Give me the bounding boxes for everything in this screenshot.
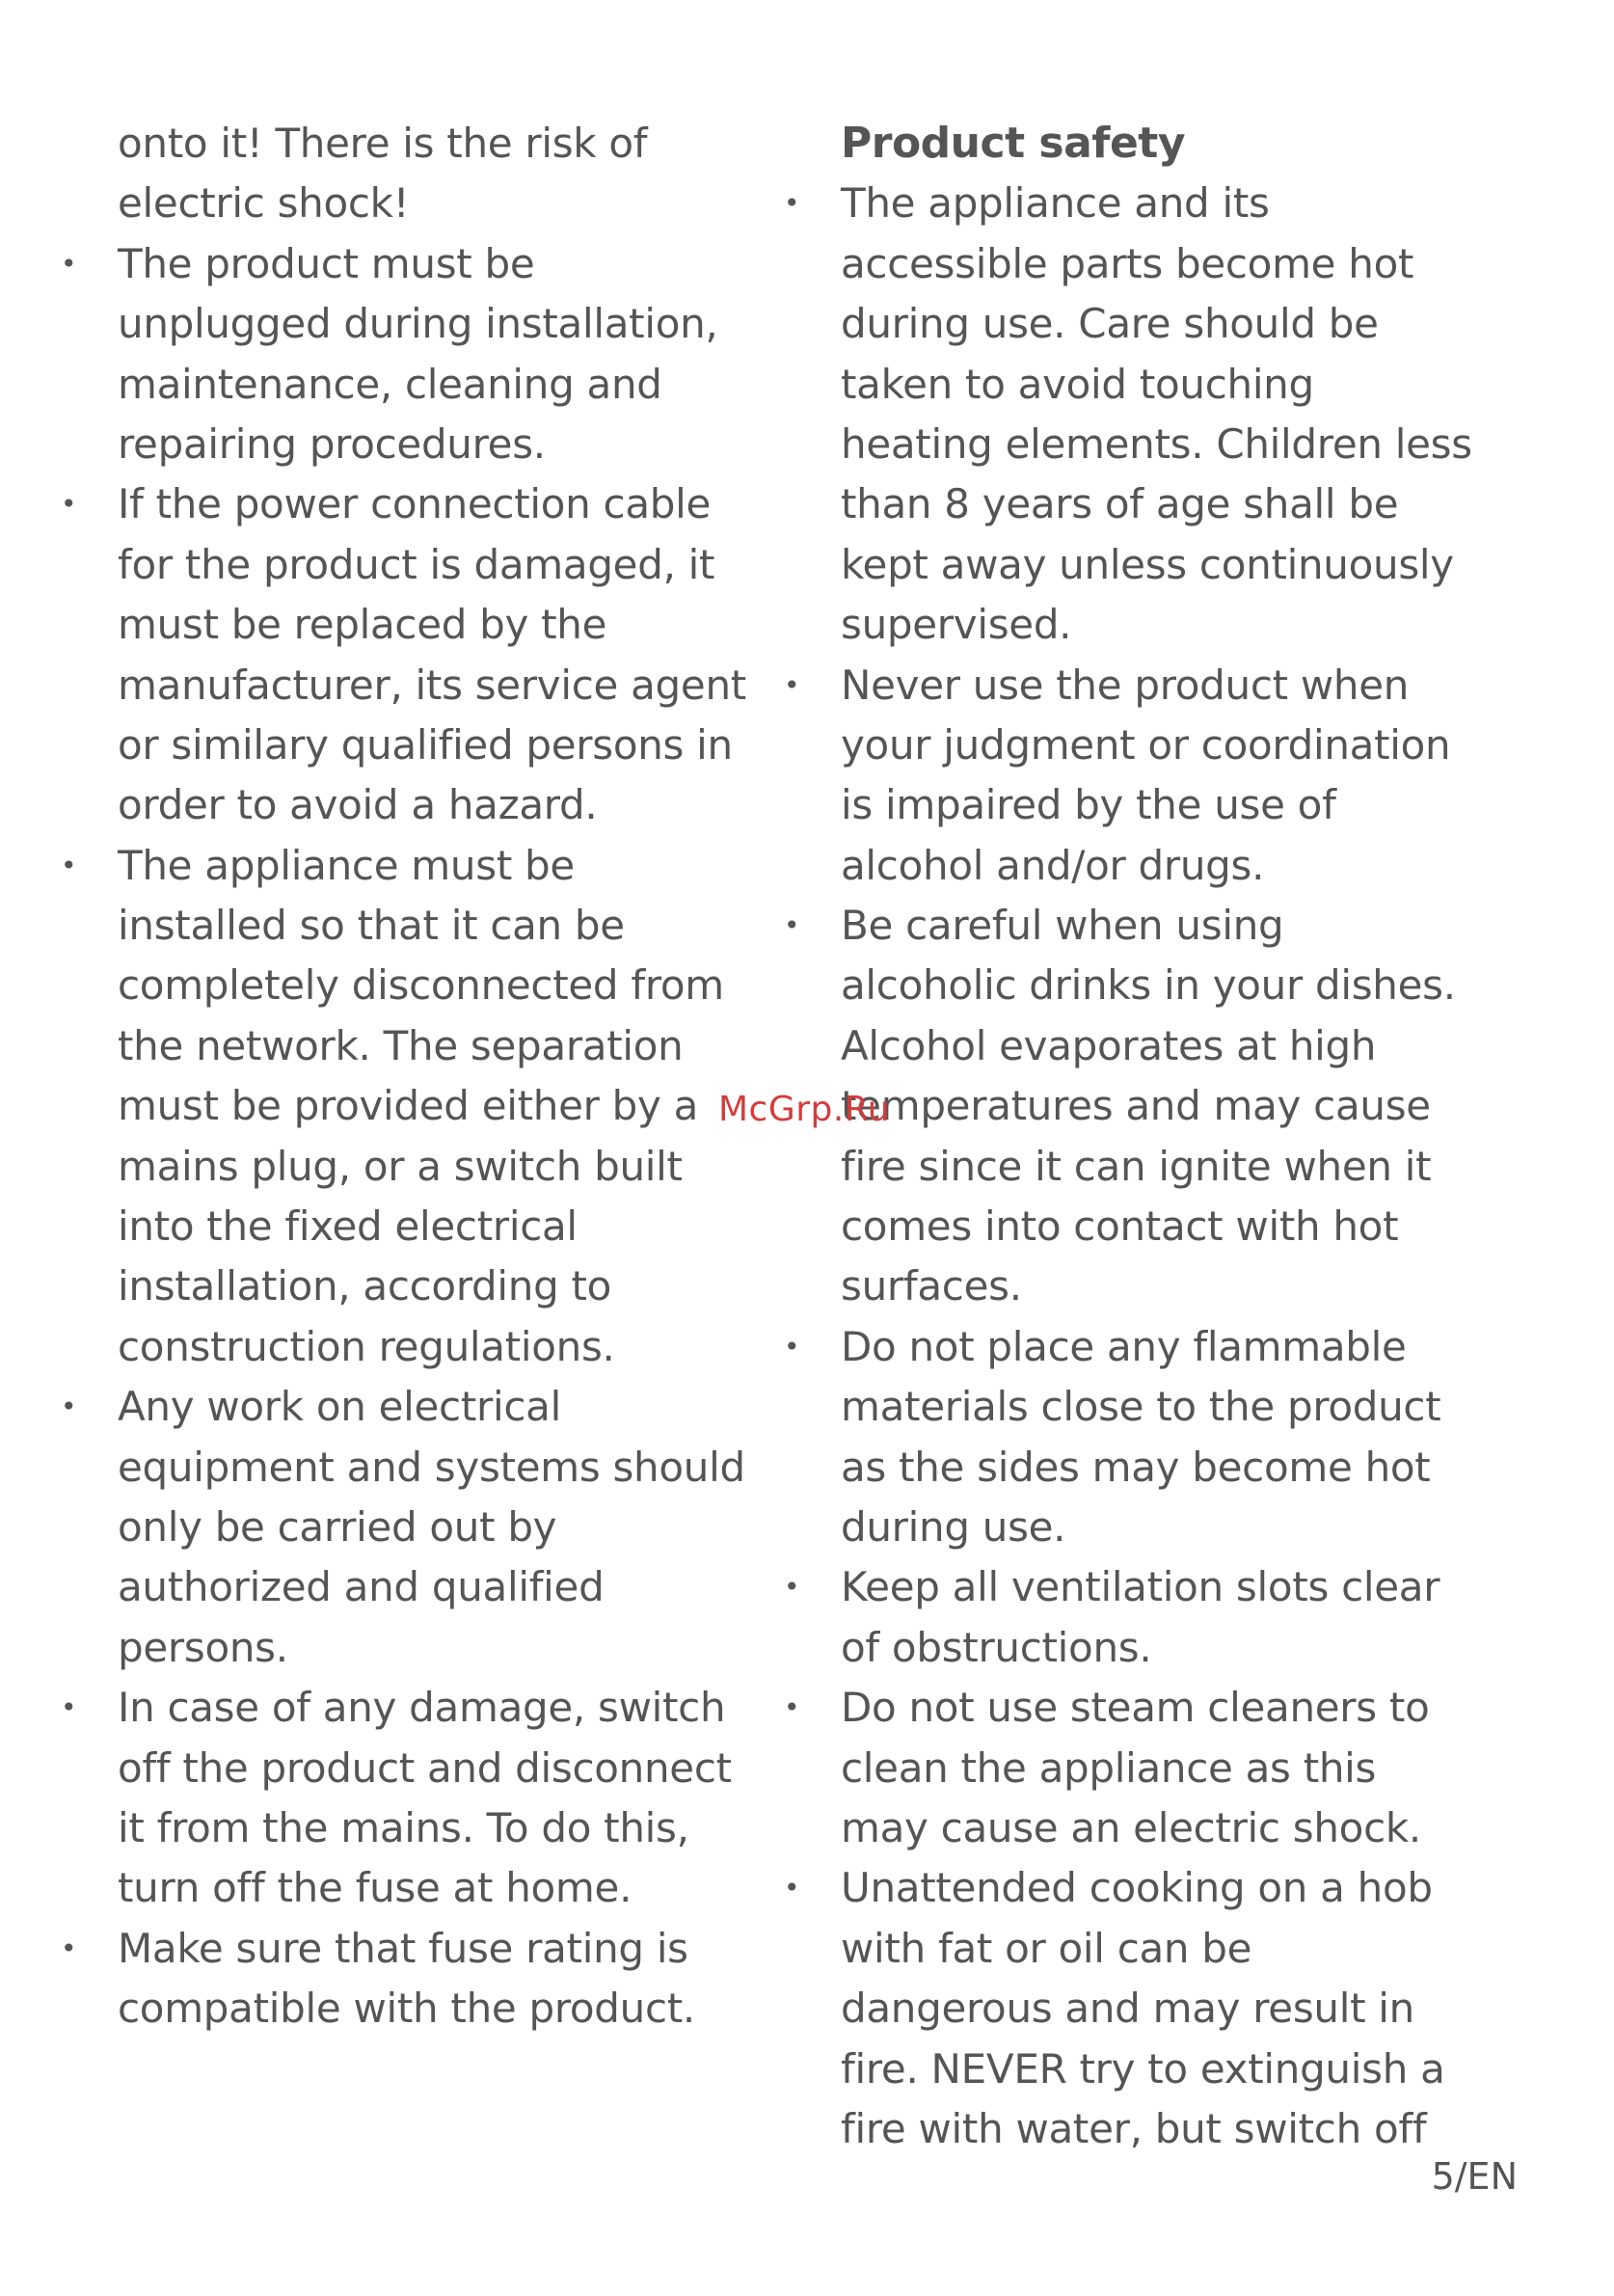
text-line xyxy=(780,1678,1474,1738)
page-number: 5/EN xyxy=(1431,2155,1518,2198)
bullet-item xyxy=(57,1377,745,1678)
line-text: Never use the product when xyxy=(841,661,1410,709)
right-column xyxy=(780,119,1474,2159)
text-line xyxy=(57,415,732,474)
text-line xyxy=(780,956,1474,1015)
bullet-item xyxy=(57,836,732,1378)
text-line xyxy=(57,836,732,896)
bullet-item xyxy=(780,1557,1474,1678)
line-text: installed so that it can be xyxy=(118,902,625,950)
text-line xyxy=(57,1256,732,1316)
bullet-icon: • xyxy=(784,1330,800,1363)
line-text: than 8 years of age shall be xyxy=(841,480,1399,528)
line-text: turn off the fuse at home. xyxy=(118,1864,632,1912)
text-line xyxy=(57,1919,732,1979)
text-line xyxy=(57,1016,732,1076)
line-text: If the power connection cable xyxy=(118,480,712,528)
line-text: dangerous and may result in xyxy=(841,1985,1414,2033)
line-text: fire since it can ignite when it xyxy=(841,1142,1432,1190)
text-line xyxy=(57,956,732,1015)
bullet-icon: • xyxy=(61,488,77,521)
text-line xyxy=(57,1798,732,1858)
watermark: McGrp.Ru xyxy=(718,1090,891,1129)
line-text: your judgment or coordination xyxy=(841,720,1451,769)
line-text: mains plug, or a switch built xyxy=(118,1142,683,1190)
bullet-item xyxy=(57,1678,732,1919)
bullet-item xyxy=(57,1919,732,2039)
text-line xyxy=(57,1137,732,1197)
text-line xyxy=(780,896,1474,956)
line-text: Any work on electrical xyxy=(118,1383,561,1431)
text-line xyxy=(57,535,732,595)
text-line xyxy=(780,2099,1474,2159)
text-line xyxy=(57,294,732,354)
text-line xyxy=(57,1438,745,1498)
line-text: alcoholic drinks in your dishes. xyxy=(841,961,1456,1010)
line-text: must be provided either by a xyxy=(118,1082,699,1130)
text-line xyxy=(57,1076,732,1136)
line-text: electric shock! xyxy=(118,179,410,228)
text-line xyxy=(57,716,732,775)
line-text: Unattended cooking on a hob xyxy=(841,1864,1433,1912)
line-text: with fat or oil can be xyxy=(841,1924,1252,1972)
text-line xyxy=(57,1678,732,1738)
text-line xyxy=(780,1438,1474,1498)
text-line xyxy=(57,1197,732,1256)
bullet-icon: • xyxy=(784,668,800,701)
text-line xyxy=(780,656,1474,716)
text-line xyxy=(57,656,746,716)
line-text: The product must be xyxy=(118,239,535,287)
line-text: order to avoid a hazard. xyxy=(118,781,598,829)
text-line xyxy=(57,1618,732,1678)
text-line xyxy=(57,234,732,294)
line-text: it from the mains. To do this, xyxy=(118,1803,689,1851)
line-text: Make sure that fuse rating is xyxy=(118,1924,688,1972)
line-text: surfaces. xyxy=(841,1262,1022,1310)
text-line xyxy=(780,1377,1474,1437)
text-line xyxy=(780,535,1474,595)
text-line xyxy=(780,1618,1474,1678)
text-line xyxy=(57,775,732,835)
line-text: The appliance and its xyxy=(841,179,1270,228)
line-text: for the product is damaged, it xyxy=(118,540,715,588)
line-text: kept away unless continuously xyxy=(841,540,1454,588)
line-text: In case of any damage, switch xyxy=(118,1684,726,1732)
line-text: of obstructions. xyxy=(841,1623,1152,1671)
line-text: must be replaced by the xyxy=(118,601,607,649)
line-text: temperatures and may cause xyxy=(841,1082,1431,1130)
bullet-item xyxy=(780,1317,1474,1558)
text-line xyxy=(780,174,1474,233)
bullet-item xyxy=(57,474,746,835)
line-text: maintenance, cleaning and xyxy=(118,360,662,408)
text-line xyxy=(57,1498,732,1557)
text-line xyxy=(780,1498,1474,1557)
text-line xyxy=(57,595,732,655)
text-line xyxy=(780,775,1474,835)
text-line xyxy=(780,1256,1474,1316)
text-line xyxy=(780,1919,1474,1979)
text-line xyxy=(780,1858,1474,1918)
line-text: accessible parts become hot xyxy=(841,239,1414,287)
bullet-icon: • xyxy=(784,187,800,220)
line-text: unplugged during installation, xyxy=(118,300,718,348)
bullet-icon: • xyxy=(784,909,800,942)
text-line xyxy=(57,474,732,534)
bullet-icon: • xyxy=(784,1872,800,1904)
bullet-icon: • xyxy=(784,1691,800,1724)
bullet-icon: • xyxy=(61,247,77,280)
line-text: installation, according to xyxy=(118,1262,612,1310)
line-text: materials close to the product xyxy=(841,1383,1441,1431)
bullet-icon: • xyxy=(61,1691,77,1724)
line-text: is impaired by the use of xyxy=(841,781,1336,829)
line-text: Do not place any flammable xyxy=(841,1322,1407,1370)
text-line xyxy=(780,1979,1474,2039)
line-text: fire with water, but switch off xyxy=(841,2104,1427,2152)
text-line xyxy=(780,474,1474,534)
line-text: supervised. xyxy=(841,601,1072,649)
text-line xyxy=(780,1016,1474,1076)
line-text: off the product and disconnect xyxy=(118,1743,732,1792)
line-text: repairing procedures. xyxy=(118,419,546,468)
line-text: into the fixed electrical xyxy=(118,1202,578,1251)
line-text: completely disconnected from xyxy=(118,961,724,1010)
text-line xyxy=(57,1858,732,1918)
line-text: Alcohol evaporates at high xyxy=(841,1021,1377,1069)
line-text: onto it! There is the risk of xyxy=(118,120,648,167)
line-text: manufacturer, its service agent xyxy=(118,661,746,709)
line-text: The appliance must be xyxy=(118,841,575,889)
line-text: Do not use steam cleaners to xyxy=(841,1684,1430,1732)
bullet-item xyxy=(780,656,1474,897)
line-text: construction regulations. xyxy=(118,1322,615,1370)
text-line xyxy=(57,1739,732,1798)
line-text: Be careful when using xyxy=(841,902,1284,950)
bullet-item xyxy=(780,1678,1474,1858)
text-line xyxy=(780,1798,1474,1858)
text-line xyxy=(780,234,1474,294)
line-text: may cause an electric shock. xyxy=(841,1803,1421,1851)
text-line xyxy=(780,716,1474,775)
line-text: compatible with the product. xyxy=(118,1985,695,2033)
bullet-icon: • xyxy=(61,1931,77,1964)
section-heading-product-safety: Product safety xyxy=(841,119,1186,168)
text-line xyxy=(57,896,732,956)
text-line xyxy=(780,595,1474,655)
bullet-item xyxy=(57,234,732,475)
line-text: heating elements. Children less xyxy=(841,419,1472,468)
line-text: equipment and systems should xyxy=(118,1443,745,1491)
text-line xyxy=(57,1317,732,1377)
line-text: Keep all ventilation slots clear xyxy=(841,1563,1440,1611)
line-text: fire. NEVER try to extinguish a xyxy=(841,2044,1445,2093)
line-text: alcohol and/or drugs. xyxy=(841,841,1265,889)
text-line xyxy=(780,1197,1474,1256)
bullet-icon: • xyxy=(784,1571,800,1604)
continuation-line xyxy=(57,174,732,233)
line-text: as the sides may become hot xyxy=(841,1443,1431,1491)
text-line xyxy=(780,355,1474,415)
text-line xyxy=(57,1979,732,2039)
bullet-item xyxy=(780,174,1474,655)
line-text: only be carried out by xyxy=(118,1502,557,1551)
continuation-line xyxy=(57,114,732,174)
line-text: during use. xyxy=(841,1502,1066,1551)
text-line xyxy=(780,1137,1474,1197)
text-line xyxy=(780,294,1474,354)
text-line xyxy=(57,1377,732,1437)
left-column xyxy=(57,114,746,2039)
text-line xyxy=(780,1317,1474,1377)
line-text: or similary qualified persons in xyxy=(118,720,733,769)
line-text: the network. The separation xyxy=(118,1021,684,1069)
bullet-icon: • xyxy=(61,1391,77,1423)
line-text: clean the appliance as this xyxy=(841,1743,1377,1792)
text-line xyxy=(780,1557,1474,1617)
line-text: taken to avoid touching xyxy=(841,360,1314,408)
text-line xyxy=(57,355,732,415)
text-line xyxy=(780,415,1474,474)
text-line xyxy=(780,2039,1474,2099)
line-text: during use. Care should be xyxy=(841,300,1379,348)
text-line xyxy=(780,836,1474,896)
text-line xyxy=(780,1739,1474,1798)
bullet-icon: • xyxy=(61,849,77,881)
text-line xyxy=(57,1557,732,1617)
bullet-item xyxy=(780,1858,1474,2159)
line-text: authorized and qualified xyxy=(118,1563,605,1611)
line-text: comes into contact with hot xyxy=(841,1202,1399,1251)
line-text: persons. xyxy=(118,1623,288,1671)
